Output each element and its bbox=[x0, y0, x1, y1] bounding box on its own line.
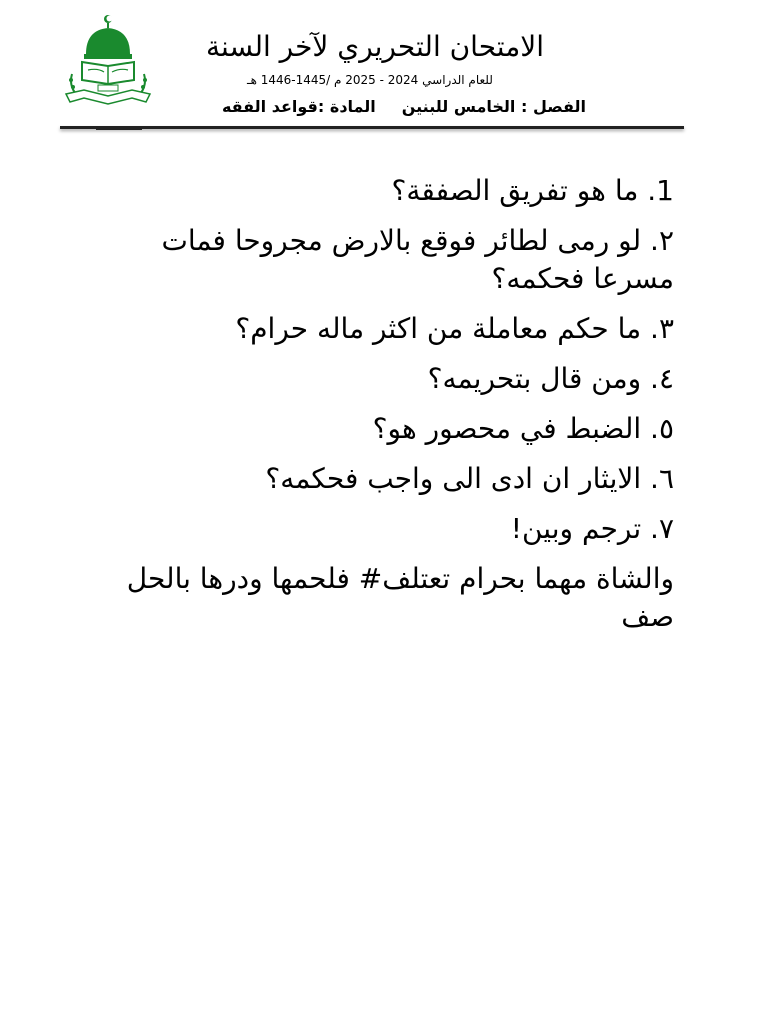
question-number: ٢. bbox=[650, 224, 674, 257]
question-number: ٣. bbox=[650, 312, 674, 345]
question-item bbox=[100, 510, 674, 548]
question-item bbox=[100, 172, 674, 210]
question-list bbox=[100, 172, 674, 648]
school-logo-icon bbox=[62, 14, 154, 108]
exam-title: الامتحان التحريري لآخر السنة bbox=[206, 30, 544, 63]
question-text: ما حكم معاملة من اكثر ماله حرام؟ bbox=[235, 312, 642, 345]
question-item bbox=[100, 410, 674, 448]
question-item bbox=[100, 222, 674, 298]
verse-text: والشاة مهما بحرام تعتلف# فلحمها ودرها بالحل صف bbox=[126, 562, 674, 633]
header-divider bbox=[60, 126, 684, 129]
class-subject-line bbox=[222, 97, 586, 116]
question-item bbox=[100, 310, 674, 348]
question-text: الايثار ان ادى الى واجب فحكمه؟ bbox=[265, 462, 642, 495]
subject-label: المادة :قواعد الفقه bbox=[221, 97, 376, 116]
question-text: ترجم وبين! bbox=[510, 512, 642, 545]
question-text: لو رمى لطائر فوقع بالارض مجروحا فمات مسرعا فحكمه؟ bbox=[161, 224, 674, 295]
header-divider-accent bbox=[96, 128, 142, 130]
question-number: 1. bbox=[647, 174, 674, 207]
question-text: الضبط في محصور هو؟ bbox=[372, 412, 642, 445]
question-text: ما هو تفريق الصفقة؟ bbox=[391, 174, 639, 207]
question-text: ومن قال بتحريمه؟ bbox=[427, 362, 642, 395]
academic-year: للعام الدراسي 2024 - 2025 م /1445-1446 هـ bbox=[247, 73, 493, 87]
question-number: ٦. bbox=[650, 462, 674, 495]
question-number: ٤. bbox=[650, 362, 674, 395]
question-item bbox=[100, 460, 674, 498]
question-number: ٥. bbox=[650, 412, 674, 445]
question-number: ٧. bbox=[650, 512, 674, 545]
class-label: الفصل : الخامس للبنين bbox=[401, 97, 586, 116]
question-item bbox=[100, 360, 674, 398]
